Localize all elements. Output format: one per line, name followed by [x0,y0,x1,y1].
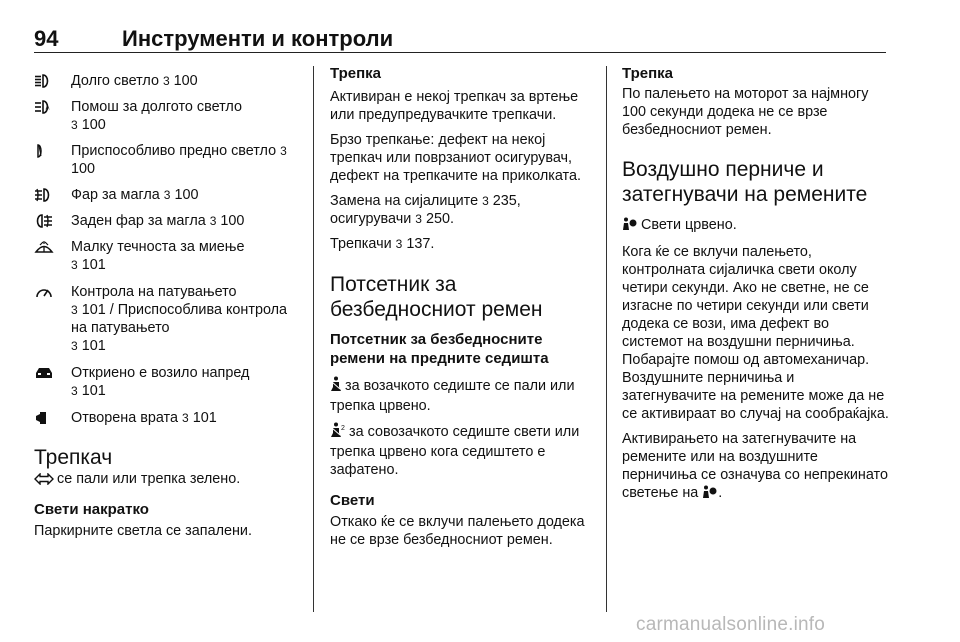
indicator-item-high-beam: Долго светло 3 100 [34,72,296,90]
subsection-title-parking: Свети накратко [34,501,149,518]
ref-arrow-icon: 3 [71,258,78,272]
section-title-airbag: Воздушно перниче и затегнувачи на ремените [622,158,868,206]
washer-fluid-icon [34,238,71,256]
blink-paragraph-3: По палењето на моторот за најмногу 100 секунди додека не се врзе безбедносниот ремен. [622,86,869,138]
page-number: 94 [34,26,59,51]
column-2 [330,64,592,549]
passenger-seat-text: 2 за совозачкото седиште свети или трепка црвено кога седиштето е зафатено. [330,424,580,478]
airbag-icon [702,485,718,504]
subsection-title-front-seats: Потсетник за безбедносните ремени на предните седишта [330,331,549,367]
indicator-item-washer-fluid: Малку течноста за миење 3 101 [34,238,296,274]
seatbelt-passenger-icon [330,422,346,443]
vehicle-ahead-icon [34,364,71,382]
ref-arrow-icon: 3 [482,194,489,208]
lights-title: Свети [330,492,375,509]
blink-title: Трепка [330,65,382,82]
ref-arrow-icon: 3 [415,212,422,226]
blink-title-2: Трепка [622,65,674,82]
blink-paragraph-2: Брзо трепкање: дефект на некој трепкач или поврзаниот осигурувач, дефект на трепкачите на приколката. [330,132,581,184]
ref-arrow-icon: 3 [71,118,78,132]
running-title: Инструменти и контроли [122,26,394,51]
indicator-item-adaptive-light: Приспособливо предно светло 3 100 [34,142,296,178]
bulb-replacement-ref: Замена на сијалиците 3 235, осигурувачи 3 250. [330,193,521,227]
rear-fog-lamp-icon [34,212,71,230]
airbag-paragraph-1: Кога ќе се вклучи палењето, контролната сијаличка свети околу четири секунди. Ако не светне, не се изгасне по четири секунди или свети додека се вози, има дефект во системот на воздушни перничиња. Побарајте помош од автомеханичар. Воздушните перничиња и затегнувачите на ремените може да не се активираат во случај на сообраќајка. [622,244,889,422]
indicator-item-front-fog: Фар за магла 3 100 [34,186,296,204]
ref-arrow-icon: 3 [71,384,78,398]
ref-arrow-icon: 3 [280,144,287,158]
high-beam-icon [34,72,71,90]
ref-arrow-icon: 3 [162,74,170,88]
ref-arrow-icon: 3 [71,303,78,317]
parking-lights-text: Паркирните светла се запалени. [34,523,252,539]
adaptive-forward-light-icon [34,142,71,160]
front-fog-lamp-icon [34,186,71,204]
indicator-item-cruise-control: Контрола на патувањето 3 101 / Приспособлива контрола на патувањето 3 101 [34,283,296,355]
column-divider-1 [313,66,314,612]
indicator-item-high-beam-assist: A Помош за долгото светло 3 100 [34,98,296,134]
ref-arrow-icon: 3 [182,411,189,425]
indicator-item-rear-fog: Заден фар за магла 3 100 [34,212,296,230]
indicator-item-vehicle-ahead: Откриено е возило напред 3 101 [34,364,296,400]
ref-arrow-icon: 3 [209,214,217,228]
turn-signal-text: се пали или трепка зелено. [34,470,296,490]
ref-arrow-icon: 3 [395,237,403,251]
section-title-turn-signal: Трепкач [34,446,113,469]
airbag-icon [622,217,638,236]
section-title-seatbelt-reminder: Потсетник за безбедносниот ремен [330,273,543,321]
cruise-control-icon [34,283,71,301]
door-open-icon [34,409,71,427]
turn-signal-icon [34,472,54,490]
indicator-item-door-open: Отворена врата 3 101 [34,409,296,427]
blink-paragraph-1: Активиран е некој трепкач за вртење или предупредувачките трепкачи. [330,89,579,123]
ref-arrow-icon: 3 [163,188,171,202]
ref-arrow-icon: 3 [71,339,78,353]
turn-signals-ref: Трепкачи 3 137. [330,236,435,252]
column-divider-2 [606,66,607,612]
column-3 [622,64,890,504]
seatbelt-driver-icon [330,376,342,397]
watermark: carmanualsonline.info [636,614,826,635]
airbag-paragraph-2: Активирањето на затегнувачите на ремените или на воздушните перничиња се означува со непрекинато светење на . [622,430,890,504]
driver-seat-text: за возачкото седиште се пали или трепка црвено. [330,378,575,414]
high-beam-assist-icon [34,98,71,116]
lights-text: Откако ќе се вклучи палењето додека не се врзе безбедносниот ремен. [330,514,585,548]
page-header [34,28,886,53]
svg-text:2: 2 [341,425,345,432]
svg-text:A: A [45,105,50,112]
airbag-status-text: Свети црвено. [622,216,890,236]
column-1 [34,64,296,540]
